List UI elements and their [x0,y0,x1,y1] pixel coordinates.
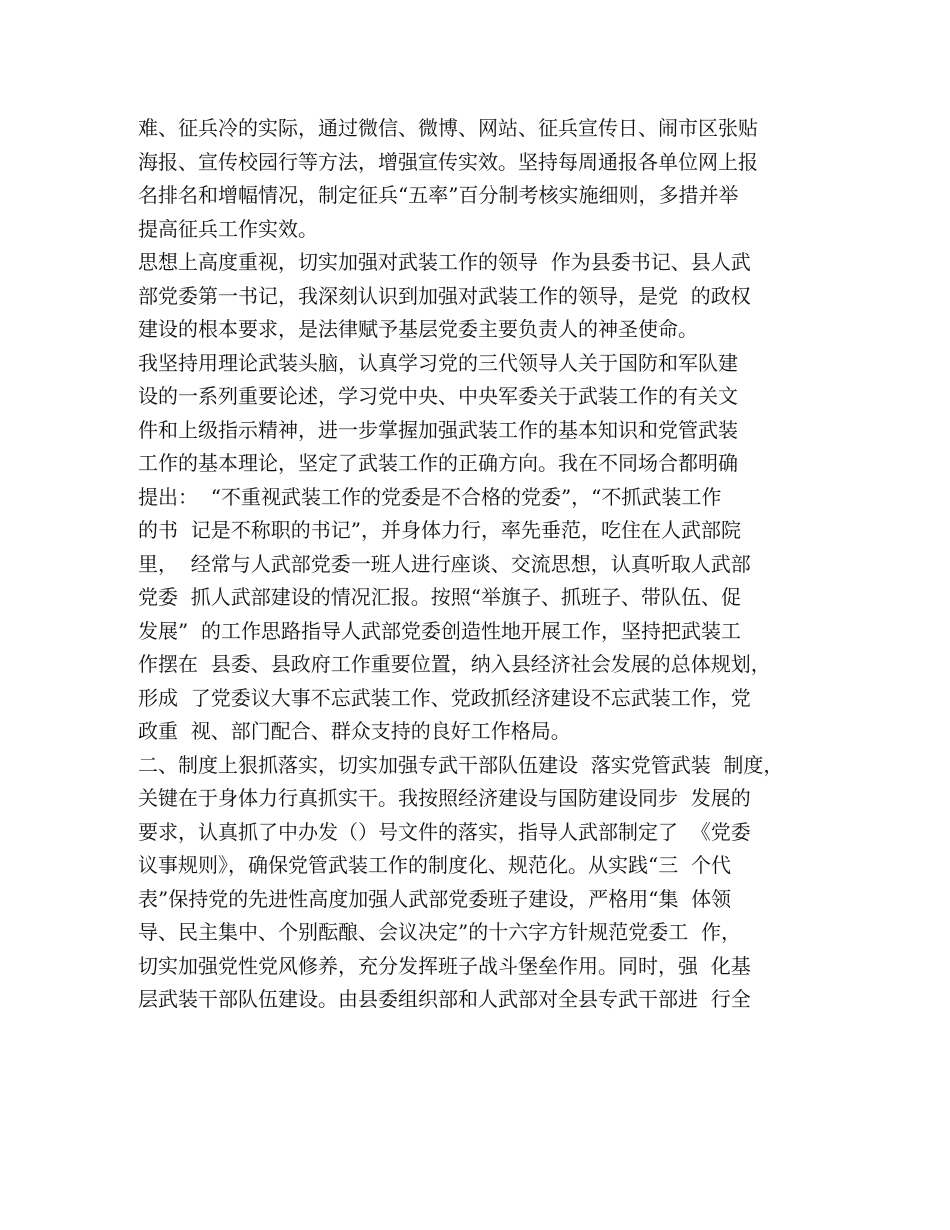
text-line: 的书 记是不称职的书记”，并身体力行，率先垂范，吃住在人武部院 [138,518,741,542]
text-line: 提出： “不重视武装工作的党委是不合格的党委”，“不抓武装工作 [138,484,722,509]
text-line: 要求，认真抓了中办发（）号文件的落实，指导人武部制定了 《党委 [138,819,751,844]
text-line: 设的一系列重要论述，学习党中央、中央军委关于武装工作的有关文 [138,384,738,408]
text-line: 思想上高度重视，切实加强对武装工作的领导 作为县委书记、县人武 [138,250,751,274]
text-line: 部党委第一书记，我深刻认识到加强对武装工作的领导，是党 的政权 [138,283,751,308]
text-line: 表”保持党的先进性高度加强人武部党委班子建设，严格用“集 体领 [138,886,732,911]
text-line: 党委 抓人武部建设的情况汇报。按照“举旗子、抓班子、带队伍、促 [138,585,741,609]
body-text [138,112,838,1017]
text-line: 件和上级指示精神，进一步掌握加强武装工作的基本知识和党管武装 [138,417,738,442]
text-line: 建设的根本要求，是法律赋予基层党委主要负责人的神圣使命。 [138,317,698,341]
text-line: 形成 了党委议大事不忘武装工作、党政抓经济建设不忘武装工作，党 [138,685,751,710]
text-line: 作摆在 县委、县政府工作重要位置，纳入县经济社会发展的总体规划， [138,652,771,676]
text-line: 里， 经常与人武部党委一班人进行座谈、交流思想，认真听取人武部 [138,551,751,576]
text-line: 海报、宣传校园行等方法，增强宣传实效。坚持每周通报各单位网上报 [138,149,758,174]
text-line: 议事规则》，确保党管武装工作的制度化、规范化。从实践“三 个代 [138,853,731,877]
text-line: 发展” 的工作思路指导人武部党委创造性地开展工作，坚持把武装工 [138,618,741,643]
text-line: 政重 视、部门配合、群众支持的良好工作格局。 [138,719,571,743]
text-line: 提高征兵工作实效。 [138,216,318,241]
text-line: 切实加强党性党风修养，充分发挥班子战斗堡垒作用。同时，强 化基 [138,953,751,978]
text-line: 导、民主集中、个别酝酿、会议决定”的十六字方针规范党委工 作， [138,920,741,944]
text-line: 层武装干部队伍建设。由县委组织部和人武部对全县专武干部进 行全 [138,987,751,1011]
text-line: 我坚持用理论武装头脑，认真学习党的三代领导人关于国防和军队建 [138,350,738,375]
text-line: 工作的基本理论，坚定了武装工作的正确方向。我在不同场合都明确 [138,451,738,475]
text-line: 二、制度上狠抓落实，切实加强专武干部队伍建设 落实党管武装 制度， [138,752,784,777]
text-line: 关键在于身体力行真抓实干。我按照经济建设与国防建设同步 发展的 [138,786,751,810]
text-line: 名排名和增幅情况，制定征兵“五率”百分制考核实施细则，多措并举 [138,183,739,207]
text-line: 难、征兵冷的实际，通过微信、微博、网站、征兵宣传日、闹市区张贴 [138,116,758,140]
